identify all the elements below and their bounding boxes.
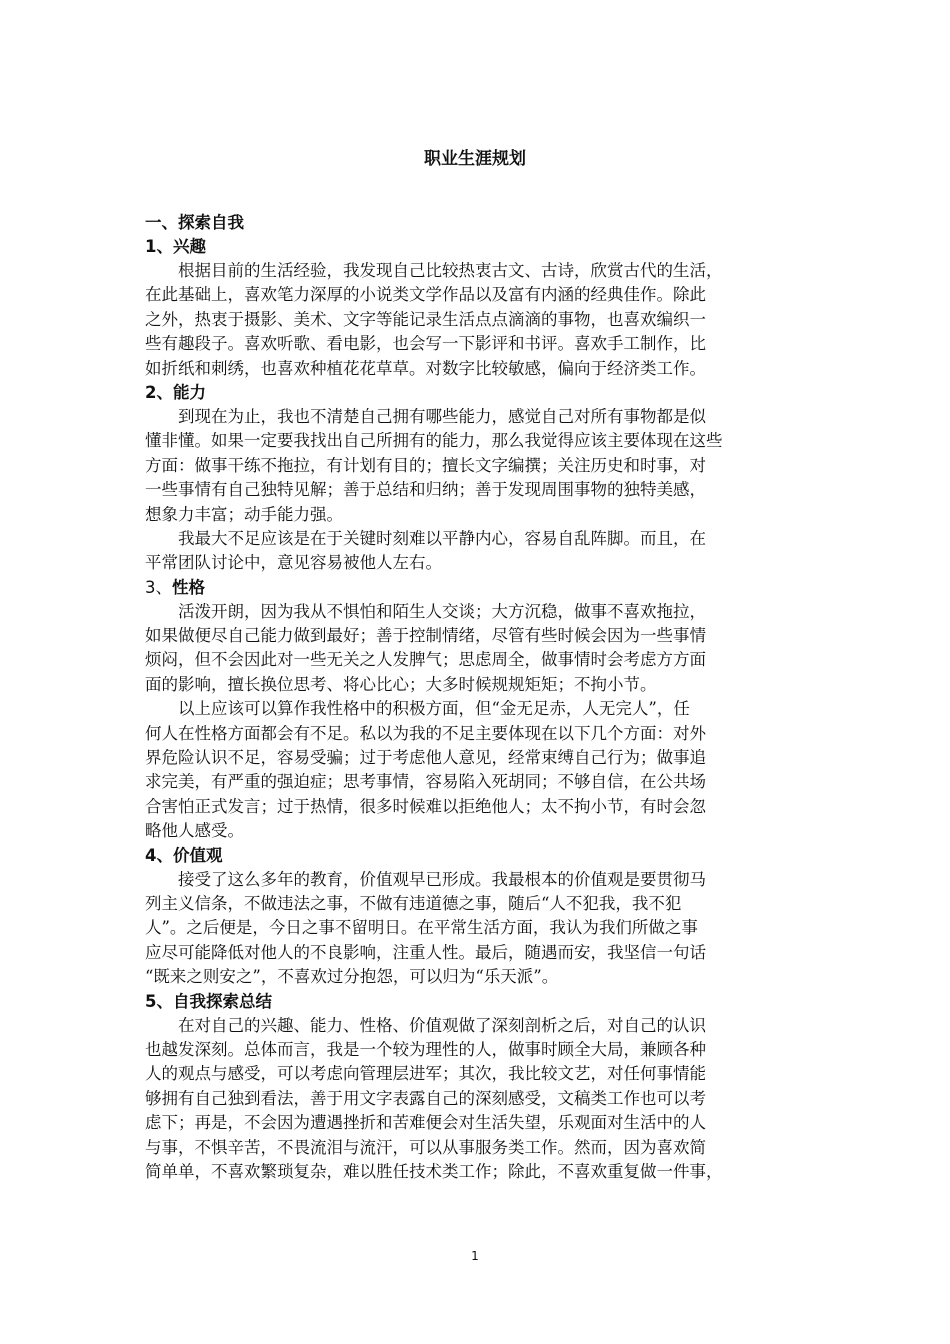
subsection-heading-interest: 1、兴趣: [145, 237, 206, 256]
page-title: 职业生涯规划: [424, 149, 526, 169]
text-line: “既来之则安之”，不喜欢过分抱怨，可以归为“乐天派”。: [145, 967, 559, 987]
text-line: 略他人感受。: [145, 821, 244, 841]
text-line: 到现在为止，我也不清楚自己拥有哪些能力，感觉自己对所有事物都是似: [178, 406, 706, 426]
heading-number: 3、: [145, 577, 172, 597]
page-number: 1: [471, 1249, 479, 1263]
text-line: 合害怕正式发言；过于热情，很多时候难以拒绝他人；太不拘小节，有时会忽: [145, 796, 706, 816]
text-line: 在对自己的兴趣、能力、性格、价值观做了深刻剖析之后，对自己的认识: [178, 1015, 706, 1035]
paragraph: [145, 527, 813, 576]
text-line: 想象力丰富；动手能力强。: [145, 504, 343, 524]
heading-text: 性格: [172, 577, 205, 597]
subsection-heading-summary: 5、自我探索总结: [145, 991, 272, 1011]
text-line: 人的观点与感受，可以考虑向管理层进军；其次，我比较文艺，对任何事情能: [145, 1064, 706, 1084]
text-line: 与事，不惧辛苦，不畏流泪与流汗，可以从事服务类工作。然而，因为喜欢简: [145, 1137, 706, 1157]
text-line: 如折纸和刺绣，也喜欢种植花花草草。对数字比较敏感，偏向于经济类工作。: [145, 358, 706, 378]
text-line: 也越发深刻。总体而言，我是一个较为理性的人，做事时顾全大局，兼顾各种: [145, 1039, 706, 1059]
text-line: 在此基础上，喜欢笔力深厚的小说类文学作品以及富有内涵的经典佳作。除此: [145, 285, 706, 305]
text-line: 应尽可能降低对他人的不良影响，注重人性。最后，随遇而安，我坚信一句话: [145, 942, 706, 962]
paragraph: [145, 1014, 813, 1185]
text-line: 活泼开朗，因为我从不惧怕和陌生人交谈；大方沉稳，做事不喜欢拖拉，: [178, 601, 706, 621]
paragraph: [145, 600, 813, 698]
text-line: 求完美，有严重的强迫症；思考事情，容易陷入死胡同；不够自信，在公共场: [145, 772, 706, 792]
subsection-heading-ability: 2、能力: [145, 382, 206, 402]
text-line: 一些事情有自己独特见解；善于总结和归纳；善于发现周围事物的独特美感，: [145, 480, 706, 500]
document-body: [145, 211, 813, 1184]
text-line: 懂非懂。如果一定要我找出自己所拥有的能力，那么我觉得应该主要体现在这些: [145, 431, 723, 451]
text-line: 虑下；再是，不会因为遭遇挫折和苦难便会对生活失望，乐观面对生活中的人: [145, 1113, 706, 1133]
text-line: 界危险认识不足，容易受骗；过于考虑他人意见，经常束缚自己行为；做事追: [145, 748, 706, 768]
paragraph: [145, 697, 813, 843]
text-line: 方面：做事干练不拖拉，有计划有目的；擅长文字编撰；关注历史和时事，对: [145, 455, 706, 475]
subsection-heading-values: 4、价值观: [145, 845, 223, 865]
text-line: 面的影响，擅长换位思考、将心比心；大多时候规规矩矩；不拘小节。: [145, 674, 657, 694]
text-line: 人”。之后便是，今日之事不留明日。在平常生活方面，我认为我们所做之事: [145, 918, 698, 938]
text-line: 些有趣段子。喜欢听歌、看电影，也会写一下影评和书评。喜欢手工制作，比: [145, 334, 706, 354]
text-line: 以上应该可以算作我性格中的积极方面，但“金无足赤，人无完人”，任: [178, 699, 690, 719]
paragraph: [145, 868, 813, 990]
text-line: 根据目前的生活经验，我发现自己比较热衷古文、古诗，欣赏古代的生活，: [178, 261, 723, 280]
text-line: 够拥有自己独到看法，善于用文字表露自己的深刻感受，文稿类工作也可以考: [145, 1088, 706, 1108]
text-line: 简单单，不喜欢繁琐复杂，难以胜任技术类工作；除此，不喜欢重复做一件事，: [145, 1161, 723, 1181]
text-line: 如果做便尽自己能力做到最好；善于控制情绪，尽管有些时候会因为一些事情: [145, 626, 706, 646]
subsection-heading-personality: [145, 576, 813, 600]
text-line: 我最大不足应该是在于关键时刻难以平静内心，容易自乱阵脚。而且，在: [178, 528, 706, 548]
text-line: 列主义信条，不做违法之事，不做有违道德之事，随后“人不犯我，我不犯: [145, 893, 682, 913]
text-line: 之外，热衷于摄影、美术、文字等能记录生活点点滴滴的事物，也喜欢编织一: [145, 309, 706, 329]
text-line: 何人在性格方面都会有不足。私以为我的不足主要体现在以下几个方面：对外: [145, 723, 706, 743]
paragraph: [145, 405, 813, 527]
section-heading: 一、探索自我: [145, 213, 244, 232]
text-line: 接受了这么多年的教育，价值观早已形成。我最根本的价值观是要贯彻马: [178, 869, 706, 889]
text-line: 平常团队讨论中，意见容易被他人左右。: [145, 553, 442, 573]
text-line: 烦闷，但不会因此对一些无关之人发脾气；思虑周全，做事情时会考虑方方面: [145, 650, 706, 670]
paragraph: [145, 259, 813, 381]
